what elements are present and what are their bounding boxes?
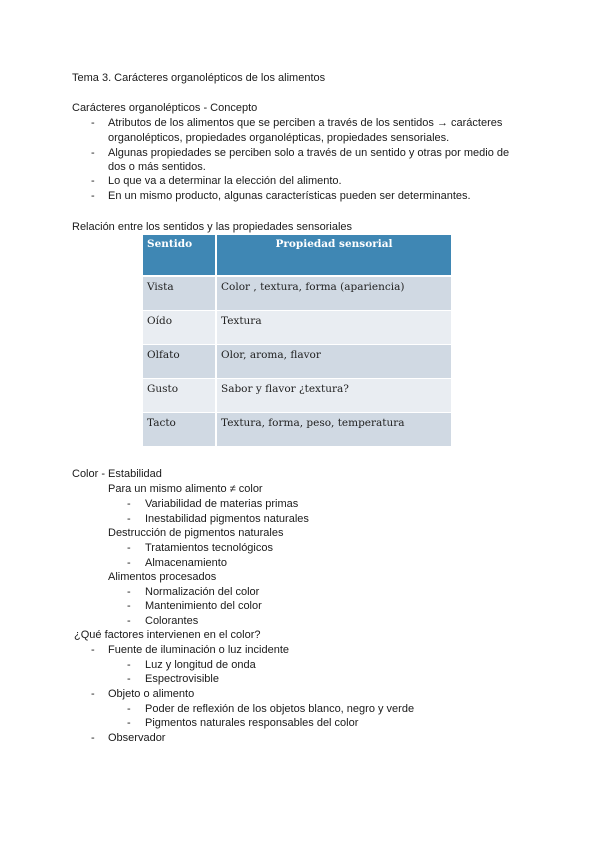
bullet-dash: -: [127, 703, 131, 715]
cell-sense: Tacto: [143, 413, 216, 447]
bullet-text: Atributos de los alimentos que se perciben a través de los sentidos → carácteres: [108, 117, 503, 129]
bullet-dash: -: [91, 688, 95, 700]
bullet-dash: -: [91, 732, 95, 744]
bullet-text: Observador: [108, 732, 166, 744]
subheading: Alimentos procesados: [108, 571, 217, 583]
bullet-dash: -: [127, 542, 131, 554]
bullet-text: Lo que va a determinar la elección del alimento.: [108, 175, 342, 187]
bullet-dash: -: [127, 498, 131, 510]
cell-property: Olor, aroma, flavor: [216, 345, 452, 379]
bullet-text: Normalización del color: [145, 586, 260, 598]
bullet-text: Inestabilidad pigmentos naturales: [145, 513, 309, 525]
cell-sense: Oído: [143, 311, 216, 345]
table-row: [143, 413, 452, 447]
bullet-text: Espectrovisible: [145, 673, 219, 685]
table-row: [143, 311, 452, 345]
table-row: [143, 276, 452, 311]
bullet-text: Objeto o alimento: [108, 688, 195, 700]
bullet-dash: -: [127, 557, 131, 569]
section-heading-factores: ¿Qué factores intervienen en el color?: [74, 629, 261, 641]
bullet-dash: -: [91, 175, 95, 187]
bullet-text: Mantenimiento del color: [145, 600, 262, 612]
table-row: [143, 345, 452, 379]
section-heading-relacion: Relación entre los sentidos y las propiedades sensoriales: [72, 221, 353, 233]
header-cell: Sentido: [143, 235, 216, 276]
bullet-dash: -: [91, 644, 95, 656]
bullet-dash: -: [127, 615, 131, 627]
bullet-text: dos o más sentidos.: [108, 161, 206, 173]
bullet-dash: -: [127, 600, 131, 612]
cell-sense: Gusto: [143, 379, 216, 413]
subheading: Destrucción de pigmentos naturales: [108, 527, 284, 539]
bullet-dash: -: [91, 147, 95, 159]
subheading: Para un mismo alimento ≠ color: [108, 483, 263, 495]
bullet-text: Almacenamiento: [145, 557, 227, 569]
section-heading-color: Color - Estabilidad: [72, 468, 162, 480]
bullet-text: Poder de reflexión de los objetos blanco, negro y verde: [145, 703, 415, 715]
section-heading-concepto: Carácteres organolépticos - Concepto: [72, 102, 258, 114]
cell-property: Color , textura, forma (apariencia): [216, 276, 452, 311]
bullet-text: organolépticos, propiedades organolépticas, propiedades sensoriales.: [108, 132, 450, 144]
bullet-text: Pigmentos naturales responsables del color: [145, 717, 359, 729]
cell-sense: Olfato: [143, 345, 216, 379]
bullet-dash: -: [127, 717, 131, 729]
bullet-text: Variabilidad de materias primas: [145, 498, 299, 510]
bullet-dash: -: [127, 673, 131, 685]
bullet-text: Luz y longitud de onda: [145, 659, 256, 671]
table-header-row: [143, 235, 452, 276]
document-title: Tema 3. Carácteres organolépticos de los alimentos: [72, 72, 326, 84]
bullet-dash: -: [127, 659, 131, 671]
cell-property: Textura: [216, 311, 452, 345]
cell-property: Textura, forma, peso, temperatura: [216, 413, 452, 447]
bullet-text: Colorantes: [145, 615, 199, 627]
bullet-dash: -: [91, 117, 95, 129]
senses-table: [143, 235, 453, 447]
bullet-text: En un mismo producto, algunas características pueden ser determinantes.: [108, 190, 471, 202]
cell-property: Sabor y flavor ¿textura?: [216, 379, 452, 413]
table-row: [143, 379, 452, 413]
header-cell: Propiedad sensorial: [216, 235, 452, 276]
bullet-text: Algunas propiedades se perciben solo a través de un sentido y otras por medio de: [108, 147, 510, 159]
bullet-dash: -: [127, 513, 131, 525]
cell-sense: Vista: [143, 276, 216, 311]
bullet-text: Tratamientos tecnológicos: [145, 542, 273, 554]
bullet-text: Fuente de iluminación o luz incidente: [108, 644, 290, 656]
bullet-dash: -: [127, 586, 131, 598]
bullet-dash: -: [91, 190, 95, 202]
